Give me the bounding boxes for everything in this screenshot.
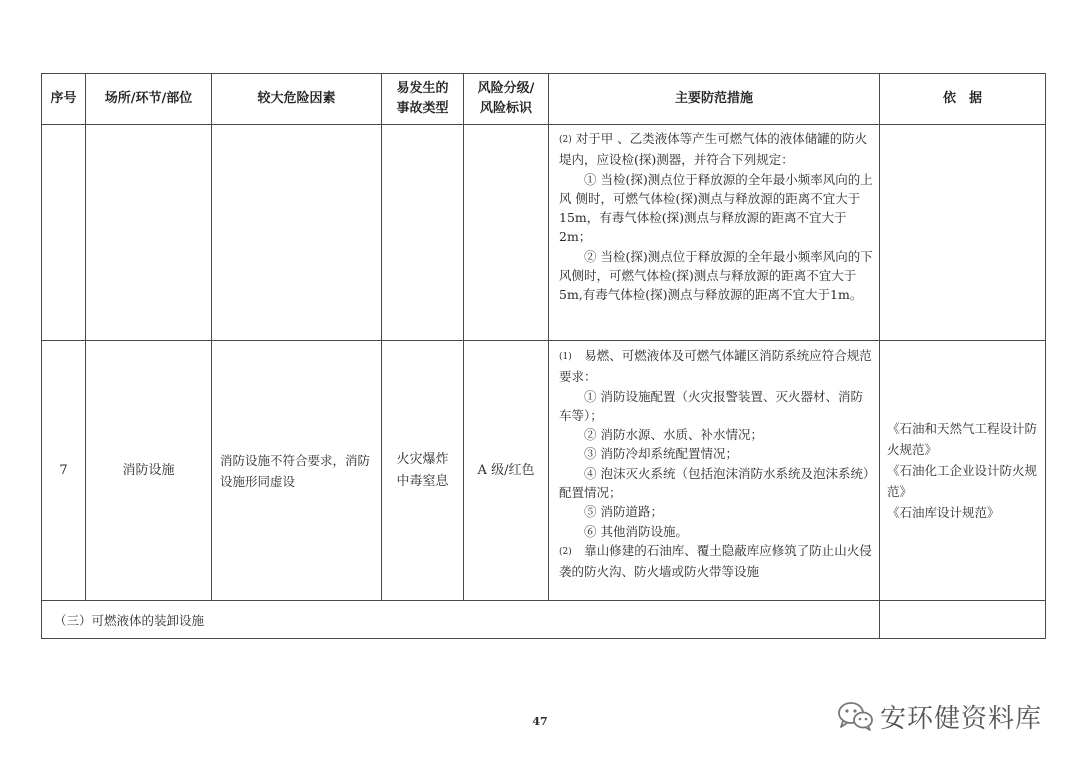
measure-text: ③ 消防冷却系统配置情况；	[584, 446, 738, 462]
measure-text: ⑤ 消防道路；	[584, 504, 663, 520]
measure-text: ① 当检(探)测点位于释放源的全年最小频率风向的上风 侧时，可燃气体检(探)测点与释放源的距离不宜大于 15m，有毒气体检(探)测点与释放源的距离不宜大于 2m；	[559, 171, 873, 245]
measure-item	[559, 170, 873, 247]
table-header-row	[42, 74, 1046, 125]
basis-item: 《石油和天然气工程设计防火规范》	[887, 421, 1038, 457]
measure-item	[559, 444, 873, 463]
header-risk-factor: 较大危险因素	[212, 74, 382, 125]
cell-basis	[880, 341, 1046, 601]
wechat-icon	[836, 700, 876, 732]
header-basis: 依 据	[880, 74, 1046, 125]
measure-item	[559, 129, 873, 170]
measure-text: 靠山修建的石油库、覆土隐蔽库应修筑了防止山火侵袭的防火沟、防火墙或防火带等设施	[559, 542, 872, 580]
header-seq: 序号	[42, 74, 86, 125]
measure-item	[559, 541, 873, 582]
measure-number: (2)	[559, 135, 572, 145]
table-row-continued	[42, 125, 1046, 341]
watermark	[836, 699, 1042, 733]
measure-item	[559, 522, 873, 541]
hazard-table	[41, 73, 1046, 639]
measure-text: ⑥ 其他消防设施。	[584, 523, 688, 539]
cell-risk-factor: 消防设施不符合要求，消防设施形同虚设	[212, 341, 382, 601]
cell-section-basis	[880, 601, 1046, 639]
header-risk-level	[464, 74, 549, 125]
measure-text: ② 当检(探)测点位于释放源的全年最小频率风向的下风侧时，可燃气体检(探)测点与释放源的距离不宜大于 5m,有毒气体检(探)测点与释放源的距离不宜大于1m。	[559, 248, 873, 303]
measure-text: 对于甲 、乙类液体等产生可燃气体的液体储罐的防火堤内，应设检(探)测器，并符合下列规定：	[559, 131, 868, 168]
header-measures: 主要防范措施	[549, 74, 880, 125]
table-row-7	[42, 341, 1046, 601]
cell-cont-accident-type	[382, 125, 464, 341]
measure-item	[559, 247, 873, 305]
measure-text: ④ 泡沫灭火系统（包括泡沫消防水系统及泡沫系统）配置情况；	[559, 465, 870, 501]
basis-item: 《石油化工企业设计防火规范》	[887, 463, 1038, 499]
header-risk-level-line2: 风险标识	[479, 101, 532, 116]
header-risk-level-line1: 风险分级/	[477, 81, 535, 96]
cell-cont-place	[86, 125, 212, 341]
header-accident-type-line1: 易发生的	[396, 81, 449, 96]
section-heading: （三）可燃液体的装卸设施	[42, 601, 880, 639]
measure-item	[559, 464, 873, 503]
cell-place: 消防设施	[86, 341, 212, 601]
table-section-row	[42, 601, 1046, 639]
cell-cont-risk-level	[464, 125, 549, 341]
cell-risk-level: A 级/红色	[464, 341, 549, 601]
cell-cont-seq	[42, 125, 86, 341]
page-number: 47	[532, 715, 548, 728]
cell-seq: 7	[42, 341, 86, 601]
measure-text: ② 消防水源、水质、补水情况；	[584, 427, 763, 443]
cell-cont-measures	[549, 125, 880, 341]
cell-accident-type	[382, 341, 464, 601]
cell-cont-basis	[880, 125, 1046, 341]
cell-measures	[549, 341, 880, 601]
accident-type-line2: 中毒窒息	[396, 473, 449, 489]
measure-number: (1)	[559, 352, 572, 362]
header-place: 场所/环节/部位	[86, 74, 212, 125]
cell-cont-risk-factor	[212, 125, 382, 341]
basis-item: 《石油库设计规范》	[887, 505, 1000, 520]
measure-item	[559, 346, 873, 387]
header-accident-type-line2: 事故类型	[396, 101, 449, 116]
measure-text: ① 消防设施配置（火灾报警装置、灭火器材、消防车等）；	[559, 388, 863, 423]
watermark-text: 安环健资料库	[880, 703, 1043, 734]
header-accident-type	[382, 74, 464, 125]
measure-number: (2)	[559, 546, 572, 557]
measure-text: 易燃、可燃液体及可燃气体罐区消防系统应符合规范要求：	[559, 348, 872, 385]
accident-type-line1: 火灾爆炸	[396, 451, 449, 467]
measure-item	[559, 425, 873, 444]
measure-item	[559, 387, 873, 426]
measure-item	[559, 502, 873, 521]
